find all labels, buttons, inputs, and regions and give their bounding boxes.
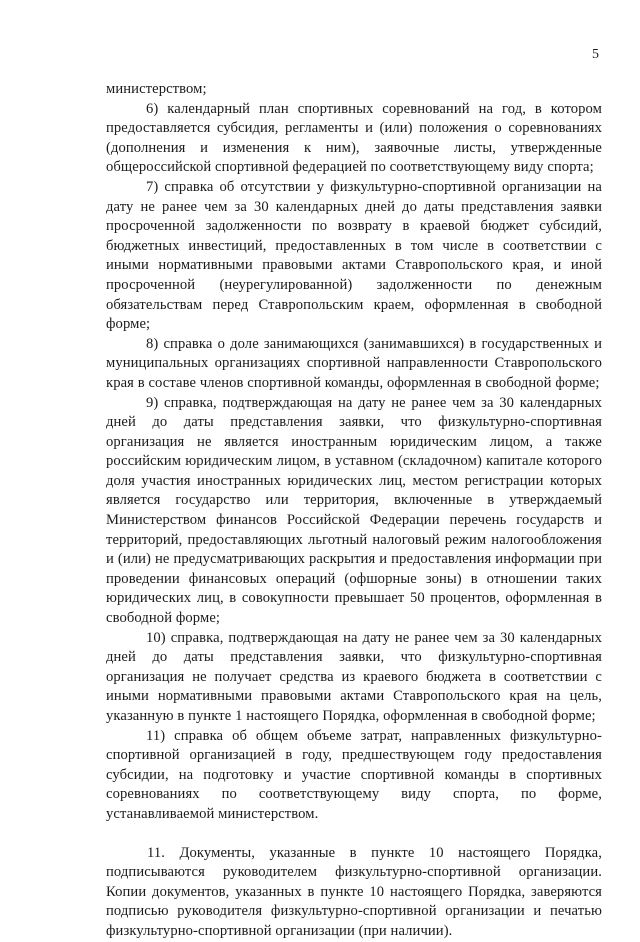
document-body xyxy=(106,80,602,942)
paragraph-item-10: 10) справка, подтверждающая на дату не ранее чем за 30 календарных дней до даты представления заявки, что физкультурно-спортивная организация не получает средства из краевого бюджета в соответствии с иными нормативными правовыми актами Ставропольского края на цель, указанную в пункте 1 настоящего Порядка, оформленная в свободной форме; xyxy=(106,629,602,724)
paragraph-continuation: министерством; xyxy=(106,81,207,97)
paragraph-item-9: 9) справка, подтверждающая на дату не ранее чем за 30 календарных дней до даты представления заявки, что физкультурно-спортивная организация не является иностранным юридическим лицом, а также российским юридическим лицом, в уставном (складочном) капитале которого доля участия иностранных юридических лиц, местом регистрации которых является государство или территория, включенные в утверждаемый Министерством финансов Российской Федерации перечень государств и территорий, предоставляющих льготный налоговый режим налогообложения и (или) не предусматривающих раскрытия и предоставления информации при проведении финансовых операций (офшорные зоны) в отношении таких юридических лиц, в совокупности превышает 50 процентов, оформленная в свободной форме; xyxy=(106,394,602,627)
paragraph-section-11: 11. Документы, указанные в пункте 10 настоящего Порядка, подписываются руководителем физкультурно-спортивной организации. Копии документов, указанных в пункте 10 настоящего Порядка, заверяются подписью руководителя физкультурно-спортивной организации и печатью физкультурно-спортивной организации (при наличии). xyxy=(106,844,602,939)
page-number: 5 xyxy=(592,47,599,62)
paragraph-item-11: 11) справка об общем объеме затрат, направленных физкультурно-спортивной организацией в году, предшествующем году предоставления субсидии, на подготовку и участие спортивной команды в спортивных соревнованиях по соответствующему виду спорта, по форме, устанавливаемой министерством. xyxy=(106,727,602,822)
paragraph-item-8: 8) справка о доле занимающихся (занимавшихся) в государственных и муниципальных организациях спортивной направленности Ставропольского края в составе членов спортивной команды, оформленная в свободной форме; xyxy=(106,335,602,391)
paragraph-item-6: 6) календарный план спортивных соревнований на год, в котором предоставляется субсидия, регламенты и (или) положения о соревнованиях (дополнения и изменения к ним), заявочные листы, утвержденные общероссийской спортивной федерацией по соответствующему виду спорта; xyxy=(106,100,602,176)
paragraph-item-7: 7) справка об отсутствии у физкультурно-спортивной организации на дату не ранее чем за 30 календарных дней до даты представления заявки просроченной задолженности по возврату в краевой бюджет субсидий, бюджетных инвестиций, предоставленных в том числе в соответствии с иными нормативными правовыми актами Ставропольского края, и иной просроченной (неурегулированной) задолженности по денежным обязательствам перед Ставропольским краем, оформленная в свободной форме; xyxy=(106,178,602,333)
